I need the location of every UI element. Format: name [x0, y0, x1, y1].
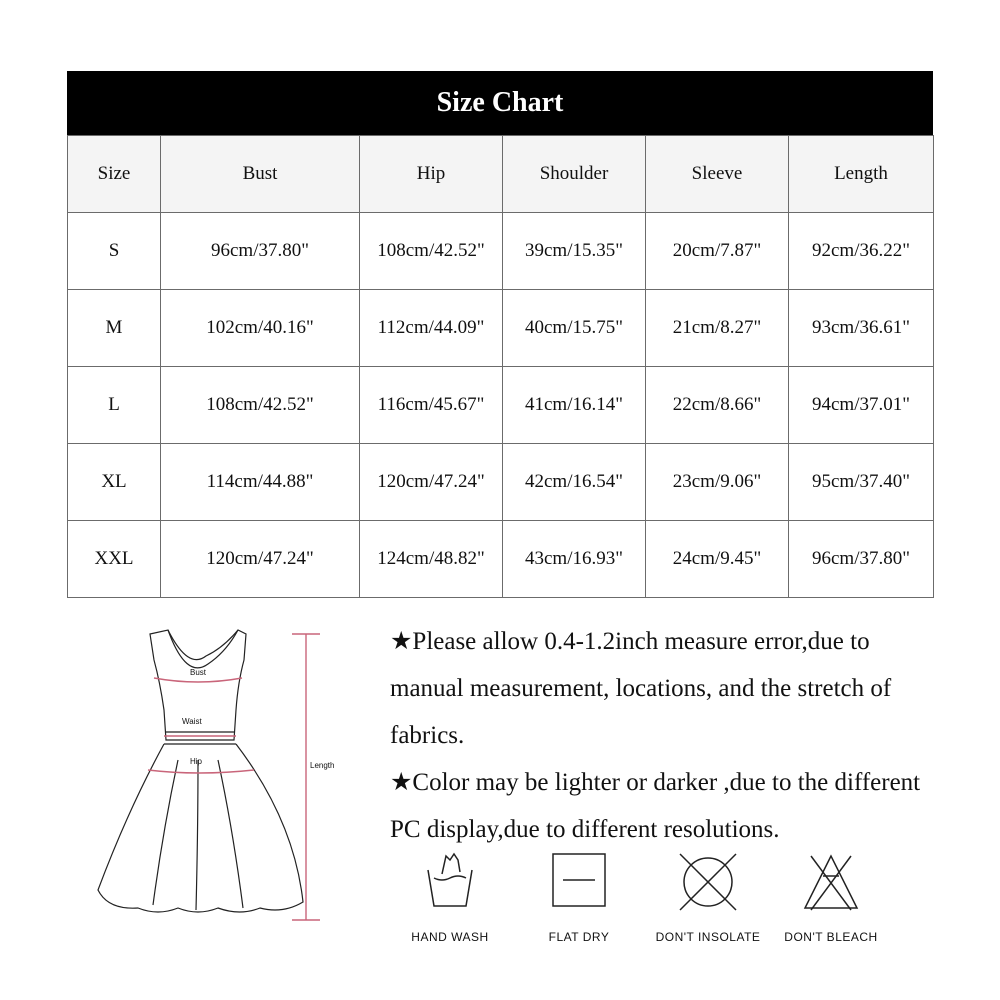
notes: [390, 618, 930, 853]
header-bust: Bust: [161, 136, 360, 213]
length-label: Length: [310, 761, 335, 770]
table-cell: M: [68, 290, 161, 367]
table-cell: 42cm/16.54": [503, 444, 646, 521]
note-color: ★Color may be lighter or darker ,due to the different PC display,due to different resolutions.: [390, 769, 921, 843]
table-cell: 108cm/42.52": [161, 367, 360, 444]
table-cell: 124cm/48.82": [360, 521, 503, 598]
header-shoulder: Shoulder: [503, 136, 646, 213]
hand-wash-label: HAND WASH: [411, 930, 489, 944]
dont-insolate-label: DON'T INSOLATE: [655, 930, 761, 944]
table-cell: 120cm/47.24": [161, 521, 360, 598]
table-cell: 108cm/42.52": [360, 213, 503, 290]
hand-wash-item: [385, 850, 515, 944]
table-cell: 120cm/47.24": [360, 444, 503, 521]
hand-wash-icon: [420, 850, 480, 910]
hip-line: [148, 770, 254, 773]
dont-insolate-icon: [676, 850, 740, 914]
table-row: [68, 521, 934, 598]
dress-diagram: [68, 620, 368, 940]
table-cell: 96cm/37.80": [789, 521, 934, 598]
table-cell: 102cm/40.16": [161, 290, 360, 367]
table-cell: 96cm/37.80": [161, 213, 360, 290]
chart-title: Size Chart: [67, 71, 933, 135]
note-measure-error: ★Please allow 0.4-1.2inch measure error,due to manual measurement, locations, and the stretch of fabrics.: [390, 628, 892, 749]
dont-bleach-item: [766, 850, 896, 944]
hip-label: Hip: [190, 757, 203, 766]
table-row: [68, 290, 934, 367]
header-length: Length: [789, 136, 934, 213]
bust-label: Bust: [190, 668, 207, 677]
size-table: [67, 135, 934, 598]
dont-insolate-item: [643, 850, 773, 944]
table-cell: 92cm/36.22": [789, 213, 934, 290]
header-size: Size: [68, 136, 161, 213]
table-cell: 21cm/8.27": [646, 290, 789, 367]
table-cell: 39cm/15.35": [503, 213, 646, 290]
table-cell: S: [68, 213, 161, 290]
dont-bleach-label: DON'T BLEACH: [784, 930, 878, 944]
waist-label: Waist: [182, 717, 202, 726]
dress-illustration: [68, 620, 368, 940]
table-cell: 95cm/37.40": [789, 444, 934, 521]
dont-bleach-icon: [801, 850, 861, 914]
table-cell: 41cm/16.14": [503, 367, 646, 444]
table-row: [68, 213, 934, 290]
table-row: [68, 367, 934, 444]
table-cell: 23cm/9.06": [646, 444, 789, 521]
flat-dry-label: FLAT DRY: [548, 930, 610, 944]
header-hip: Hip: [360, 136, 503, 213]
table-cell: XL: [68, 444, 161, 521]
table-cell: 22cm/8.66": [646, 367, 789, 444]
table-cell: 93cm/36.61": [789, 290, 934, 367]
table-cell: 40cm/15.75": [503, 290, 646, 367]
table-cell: XXL: [68, 521, 161, 598]
bust-line: [154, 678, 242, 682]
table-cell: 112cm/44.09": [360, 290, 503, 367]
table-row: [68, 444, 934, 521]
table-cell: 94cm/37.01": [789, 367, 934, 444]
table-header-row: [68, 136, 934, 213]
flat-dry-icon: [549, 850, 609, 910]
table-cell: 116cm/45.67": [360, 367, 503, 444]
table-cell: L: [68, 367, 161, 444]
table-cell: 20cm/7.87": [646, 213, 789, 290]
table-cell: 43cm/16.93": [503, 521, 646, 598]
flat-dry-item: [514, 850, 644, 944]
table-cell: 24cm/9.45": [646, 521, 789, 598]
table-cell: 114cm/44.88": [161, 444, 360, 521]
header-sleeve: Sleeve: [646, 136, 789, 213]
